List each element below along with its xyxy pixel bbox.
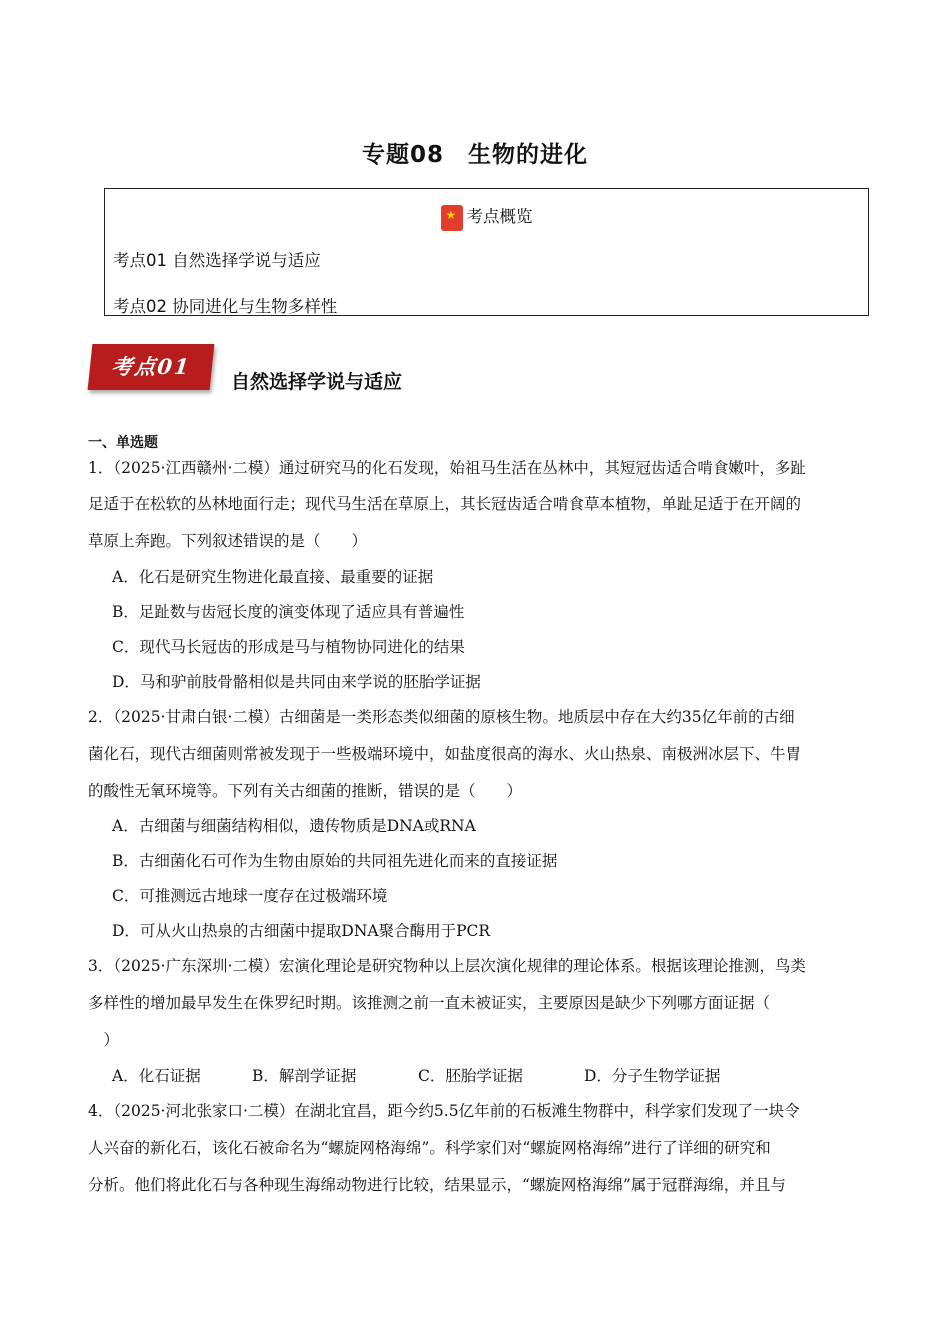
q3-line-1: 3．（2025·广东深圳·二模）宏演化理论是研究物种以上层次演化规律的理论体系。根据该理论推测，鸟类 <box>88 957 806 975</box>
q1-line-3: 草原上奔跑。下列叙述错误的是（ ） <box>88 532 368 550</box>
q2-line-1: 2．（2025·甘肃白银·二模）古细菌是一类形态类似细菌的原核生物。地质层中存在大约35亿年前的古细 <box>88 708 795 726</box>
q3-option-c[interactable]: C．胚胎学证据 <box>418 1067 523 1085</box>
q4-line-2: 人兴奋的新化石，该化石被命名为“螺旋网格海绵”。科学家们对“螺旋网格海绵”进行了详细的研究和 <box>88 1139 771 1157</box>
overview-heading <box>105 203 868 231</box>
section-badge: 考点01 <box>88 344 215 390</box>
q4-line-3: 分析。他们将此化石与各种现生海绵动物进行比较，结果显示，“螺旋网格海绵”属于冠群海绵，并且与 <box>88 1176 786 1194</box>
q1-option-a[interactable]: A．化石是研究生物进化最直接、最重要的证据 <box>112 568 434 586</box>
overview-item-1[interactable]: 考点01 自然选择学说与适应 <box>113 251 321 270</box>
q4-line-1: 4．（2025·河北张家口·二模）在湖北宜昌，距今约5.5亿年前的石板滩生物群中，科学家们发现了一块令 <box>88 1102 800 1120</box>
q2-option-c[interactable]: C．可推测远古地球一度存在过极端环境 <box>112 887 388 905</box>
q3-line-3: ） <box>88 1031 120 1049</box>
q3-option-d[interactable]: D．分子生物学证据 <box>584 1067 721 1085</box>
overview-item-2[interactable]: 考点02 协同进化与生物多样性 <box>113 297 338 316</box>
book-icon <box>441 205 463 231</box>
overview-heading-label: 考点概览 <box>466 207 533 226</box>
section-title: 自然选择学说与适应 <box>231 371 403 393</box>
page-title: 专题08 生物的进化 <box>361 142 588 168</box>
q1-line-2: 足适于在松软的丛林地面行走；现代马生活在草原上，其长冠齿适合啃食草本植物，单趾足适于在开阔的 <box>88 495 802 513</box>
q3-line-2: 多样性的增加最早发生在侏罗纪时期。该推测之前一直未被证实，主要原因是缺少下列哪方面证据（ <box>88 994 771 1012</box>
overview-box <box>104 188 869 316</box>
q2-line-3: 的酸性无氧环境等。下列有关古细菌的推断，错误的是（ ） <box>88 782 523 800</box>
q2-option-d[interactable]: D．可从火山热泉的古细菌中提取DNA聚合酶用于PCR <box>112 922 491 940</box>
q1-option-d[interactable]: D．马和驴前肢骨骼相似是共同由来学说的胚胎学证据 <box>112 673 481 691</box>
q2-option-a[interactable]: A．古细菌与细菌结构相似，遗传物质是DNA或RNA <box>112 817 476 835</box>
q2-line-2: 菌化石，现代古细菌则常被发现于一些极端环境中，如盐度很高的海水、火山热泉、南极洲冰层下、牛胃 <box>88 745 802 763</box>
q3-option-b[interactable]: B．解剖学证据 <box>252 1067 357 1085</box>
q2-option-b[interactable]: B．古细菌化石可作为生物由原始的共同祖先进化而来的直接证据 <box>112 852 558 870</box>
q1-line-1: 1．（2025·江西赣州·二模）通过研究马的化石发现，始祖马生活在丛林中，其短冠齿适合啃食嫩叶，多趾 <box>88 459 806 477</box>
q1-option-c[interactable]: C．现代马长冠齿的形成是马与植物协同进化的结果 <box>112 638 465 656</box>
question-type-heading: 一、单选题 <box>88 435 158 451</box>
q1-option-b[interactable]: B．足趾数与齿冠长度的演变体现了适应具有普遍性 <box>112 603 465 621</box>
q3-option-a[interactable]: A．化石证据 <box>112 1067 201 1085</box>
